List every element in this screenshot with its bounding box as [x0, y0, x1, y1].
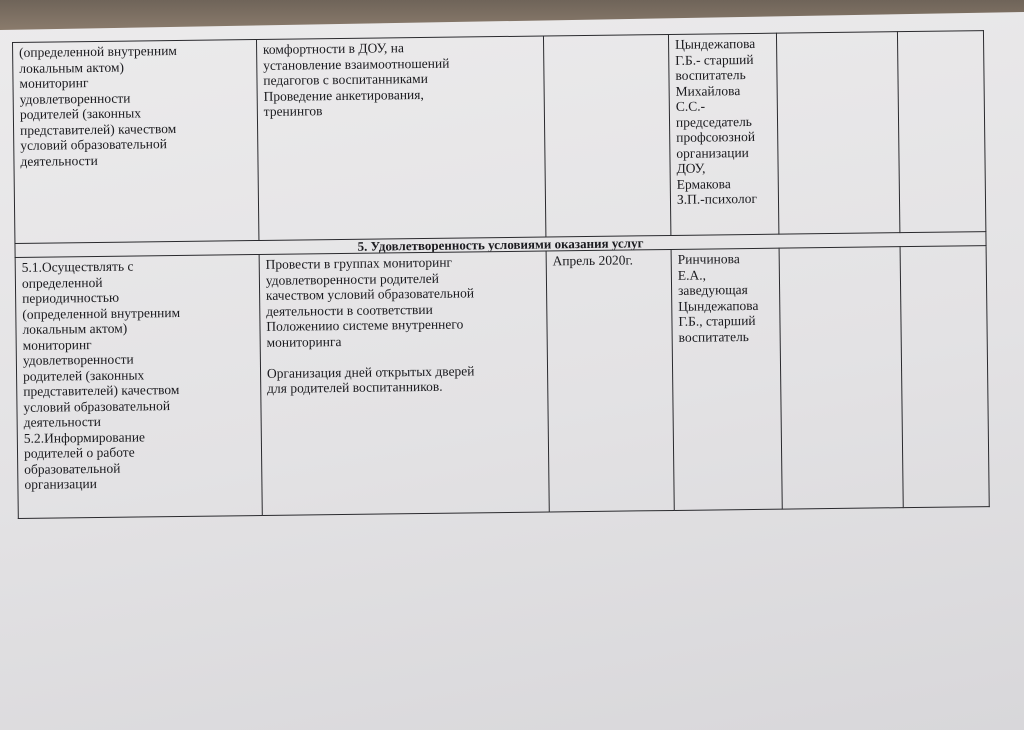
cell-responsible: Ринчинова Е.А., заведующая Цындежапова Г.Б., старший воспитатель — [671, 248, 782, 510]
cell-empty-5 — [776, 32, 899, 234]
cell-measure: (определенной внутренним локальным актом) мониторинг удовлетворенности родителей (законных представителей) качеством условий образовательной деятельности — [13, 40, 259, 244]
plan-table — [12, 30, 990, 519]
cell-empty-5 — [779, 247, 903, 509]
cell-measure: 5.1.Осуществлять с определенной периодичностью (определенной внутренним локальным актом) мониторинг удовлетворенности родителей (законных представителей) качеством условий образовательной деятельности 5.2.Информирование родителей о работе образовательной организации — [15, 254, 262, 518]
cell-deadline: Апрель 2020г. — [546, 249, 674, 512]
section-heading: 5. Удовлетворенность условиями оказания услуг — [15, 232, 986, 258]
cell-empty-6 — [900, 246, 990, 508]
cell-responsible: Цындежапова Г.Б.- старший воспитатель Михайлова С.С.- председатель профсоюзной организации ДОУ, Ермакова З.П.-психолог — [668, 33, 778, 235]
cell-empty-6 — [897, 31, 986, 233]
cell-deadline — [543, 34, 671, 237]
cell-activity: Провести в группах мониторинг удовлетворенности родителей качеством условий образовательной деятельности в соответствии Положениио системе внутреннего мониторинга Организация дней открытых дверей для родителей воспитанников. — [259, 251, 549, 515]
table-row — [13, 31, 986, 244]
table-row — [15, 246, 989, 519]
document-table-wrapper — [12, 30, 990, 519]
cell-activity: комфортности в ДОУ, на установление взаимоотношений педагогов с воспитанниками Проведение анкетирования, тренингов — [256, 36, 545, 240]
